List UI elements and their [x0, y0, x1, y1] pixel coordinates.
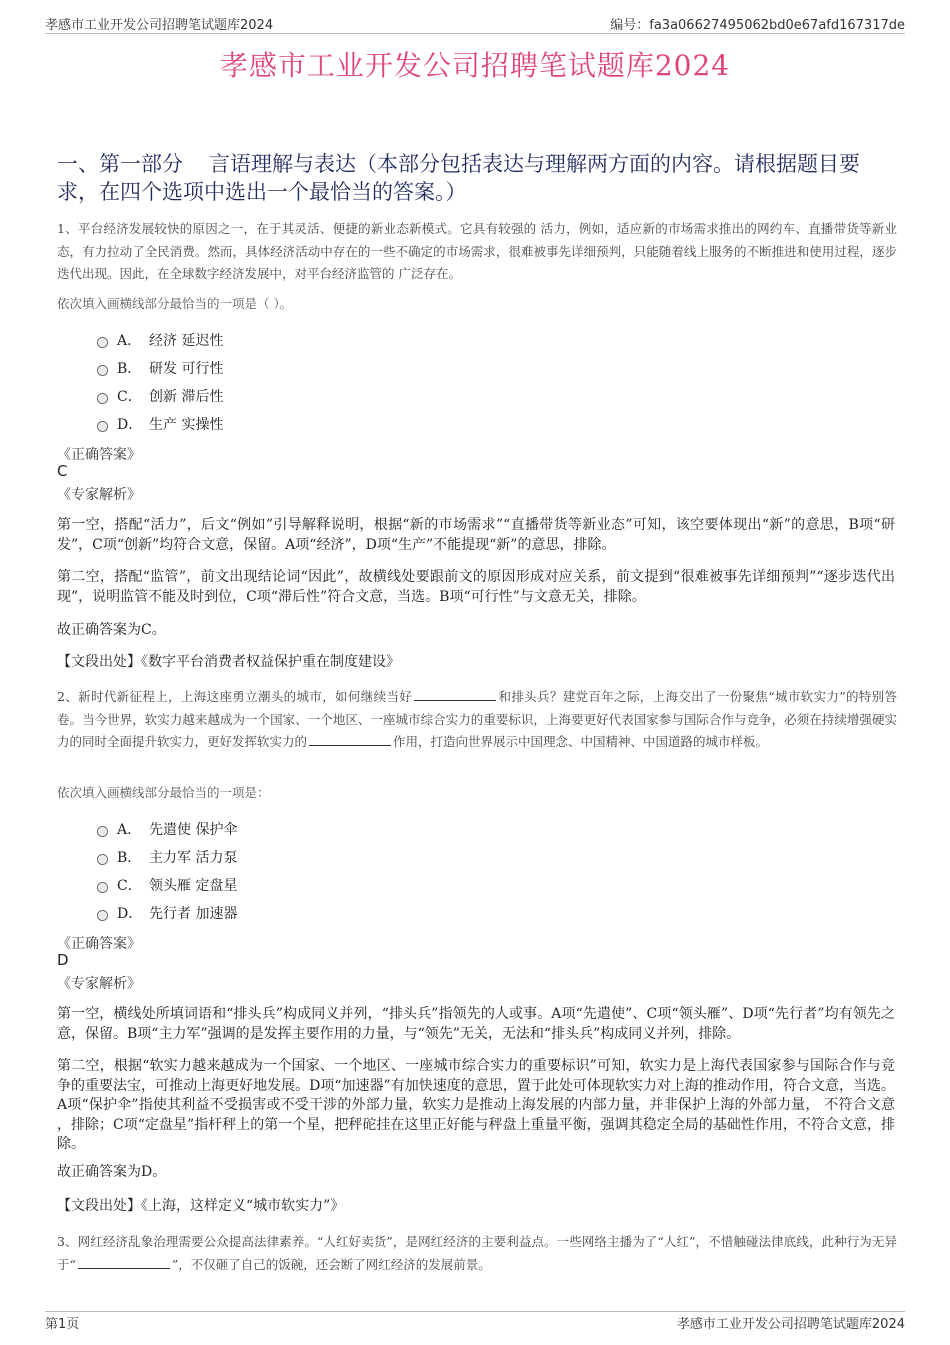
q2-conclusion: 故正确答案为D。 — [57, 1164, 167, 1180]
fill-blank — [78, 1256, 170, 1269]
q2-prompt: 依次填入画横线部分最恰当的一项是： — [57, 785, 270, 800]
footer-title: 孝感市工业开发公司招聘笔试题库2024 — [676, 1317, 905, 1332]
page-number: 第1页 — [45, 1317, 80, 1332]
q3-stem: 3、网红经济乱象治理需要公众提高法律素养。“人红好卖货”，是网红经济的主要利益点。一些网络主播为了“人红”，不惜触碰法律底线，此种行为无异于“ ”，不仅砸了自己的饭碗，还会断了网红经济的发展前景。 — [57, 1234, 897, 1272]
q2-answer-label: 《正确答案》 — [57, 936, 141, 952]
page-title: 孝感市工业开发公司招聘笔试题库2024 — [219, 49, 731, 82]
header-document-id: 编号：fa3a06627495062bd0e67afd167317de — [610, 18, 905, 33]
q1-source: 【文段出处】《数字平台消费者权益保护重在制度建设》 — [57, 654, 400, 670]
q2-source: 【文段出处】《上海，这样定义“城市软实力”》 — [57, 1198, 345, 1214]
q1-analysis-1: 第一空，搭配“活力”，后文“例如”引导解释说明，根据“新的市场需求”“直播带货等新业态”可知，该空要体现出“新”的意思，B项“研发”，C项“创新”均符合文意，保留。A项“经济”，D项“生产”不能提现“新”的意思，排除。 — [57, 517, 895, 553]
q2-option-b[interactable]: B． 主力军 活力泵 — [97, 847, 237, 867]
q2-analysis-2: 第二空，根据“软实力越来越成为一个国家、一个地区、一座城市综合实力的重要标识”可知，软实力是上海代表国家参与国际合作与竞争的重要法宝，可推动上海更好地发展。D项“加速器”有加快速度的意思，置于此处可体现软实力对上海的推动作用，符合文意，当选。A项“保护伞”指使其利益不受损害或不受干涉的外部力量，软实力是推动上海发展的内部力量，并非保护上海的外部力量， 不符合文意 ，排除；C项“定盘星”指杆秤上的第一个星，把秤砣挂在这里正好能与秤盘上重量平衡，强调其稳定全局的基础性作用，不符合文意，排除。 — [57, 1058, 895, 1152]
q1-option-d[interactable]: D． 生产 实操性 — [97, 414, 223, 434]
q2-analysis-1: 第一空，横线处所填词语和“排头兵”构成同义并列，“排头兵”指领先的人或事。A项“先遣使”、C项“领头雁”、D项“先行者”均有领先之意，保留。B项“主力军”强调的是发挥主要作用的力量，与“领先”无关，无法和“排头兵”构成同义并列，排除。 — [57, 1006, 895, 1042]
q1-conclusion: 故正确答案为C。 — [57, 622, 166, 638]
q2-option-a[interactable]: A． 先遣使 保护伞 — [97, 819, 237, 839]
q1-option-b[interactable]: B． 研发 可行性 — [97, 358, 223, 378]
q2-option-c[interactable]: C． 领头雁 定盘星 — [97, 875, 237, 895]
section-heading — [57, 150, 897, 206]
header-left-title: 孝感市工业开发公司招聘笔试题库2024 — [45, 18, 274, 33]
radio-icon[interactable] — [97, 910, 108, 921]
radio-icon[interactable] — [97, 421, 108, 432]
option-text: 先遣使 保护伞 — [149, 822, 238, 838]
q1-prompt: 依次填入画横线部分最恰当的一项是（ ）。 — [57, 296, 293, 311]
fill-blank — [414, 688, 496, 701]
section-part: 一、第一部分 — [57, 152, 183, 176]
q1-option-c[interactable]: C． 创新 滞后性 — [97, 386, 223, 406]
header-divider — [45, 33, 905, 34]
option-text: 研发 可行性 — [149, 361, 224, 377]
q2-answer: D — [57, 951, 69, 969]
radio-icon[interactable] — [97, 393, 108, 404]
q2-stem: 2、新时代新征程上，上海这座勇立潮头的城市，如何继续当好 和排头兵？建党百年之际，上海交出了一份聚焦“城市软实力”的特别答卷。当今世界，软实力越来越成为一个国家、一个地区、一座城市综合实力的重要标识，上海要更好代表国家参与国际合作与竞争，必须在持续增强硬实力的同时全面提升软实力，更好发挥软实力的 作用，打造向世界展示中国理念、中国精神、中国道路的城市样板。 — [57, 689, 897, 749]
q2-option-d[interactable]: D． 先行者 加速器 — [97, 903, 237, 923]
q1-option-a[interactable]: A． 经济 延迟性 — [97, 330, 223, 350]
radio-icon[interactable] — [97, 882, 108, 893]
radio-icon[interactable] — [97, 854, 108, 865]
q2-analysis-label: 《专家解析》 — [57, 976, 141, 992]
option-text: 创新 滞后性 — [149, 389, 224, 405]
q1-stem: 1、平台经济发展较快的原因之一，在于其灵活、便捷的新业态新模式。它具有较强的 活力，例如，适应新的市场需求推出的网约车、直播带货等新业态，有力拉动了全民消费。然而，具体经济活动中存在的一些不确定的市场需求，很难被事先详细预判，只能随着线上服务的不断推进和使用过程，逐步迭代出现。因此，在全球数字经济发展中，对平台经济监管的 广泛存在。 — [57, 221, 897, 281]
option-text: 经济 延迟性 — [149, 333, 224, 349]
q1-analysis-2: 第二空，搭配“监管”，前文出现结论词“因此”，故横线处要跟前文的原因形成对应关系，前文提到“很难被事先详细预判”“逐步迭代出现”，说明监管不能及时到位，C项“滞后性”符合文意，当选。B项“可行性”与文意无关，排除。 — [57, 569, 895, 605]
radio-icon[interactable] — [97, 337, 108, 348]
option-text: 生产 实操性 — [149, 417, 224, 433]
footer-divider — [45, 1311, 905, 1312]
fill-blank — [309, 733, 391, 746]
option-text: 领头雁 定盘星 — [149, 878, 238, 894]
radio-icon[interactable] — [97, 365, 108, 376]
q1-answer-label: 《正确答案》 — [57, 447, 141, 463]
option-text: 先行者 加速器 — [149, 906, 238, 922]
q1-answer: C — [57, 462, 68, 480]
section-text: 言语理解与表达（本部分包括表达与理解两方面的内容。请根据题目要求，在四个选项中选出一个最恰当的答案。） — [57, 152, 860, 204]
q1-analysis-label: 《专家解析》 — [57, 487, 141, 503]
option-text: 主力军 活力泵 — [149, 850, 238, 866]
radio-icon[interactable] — [97, 826, 108, 837]
